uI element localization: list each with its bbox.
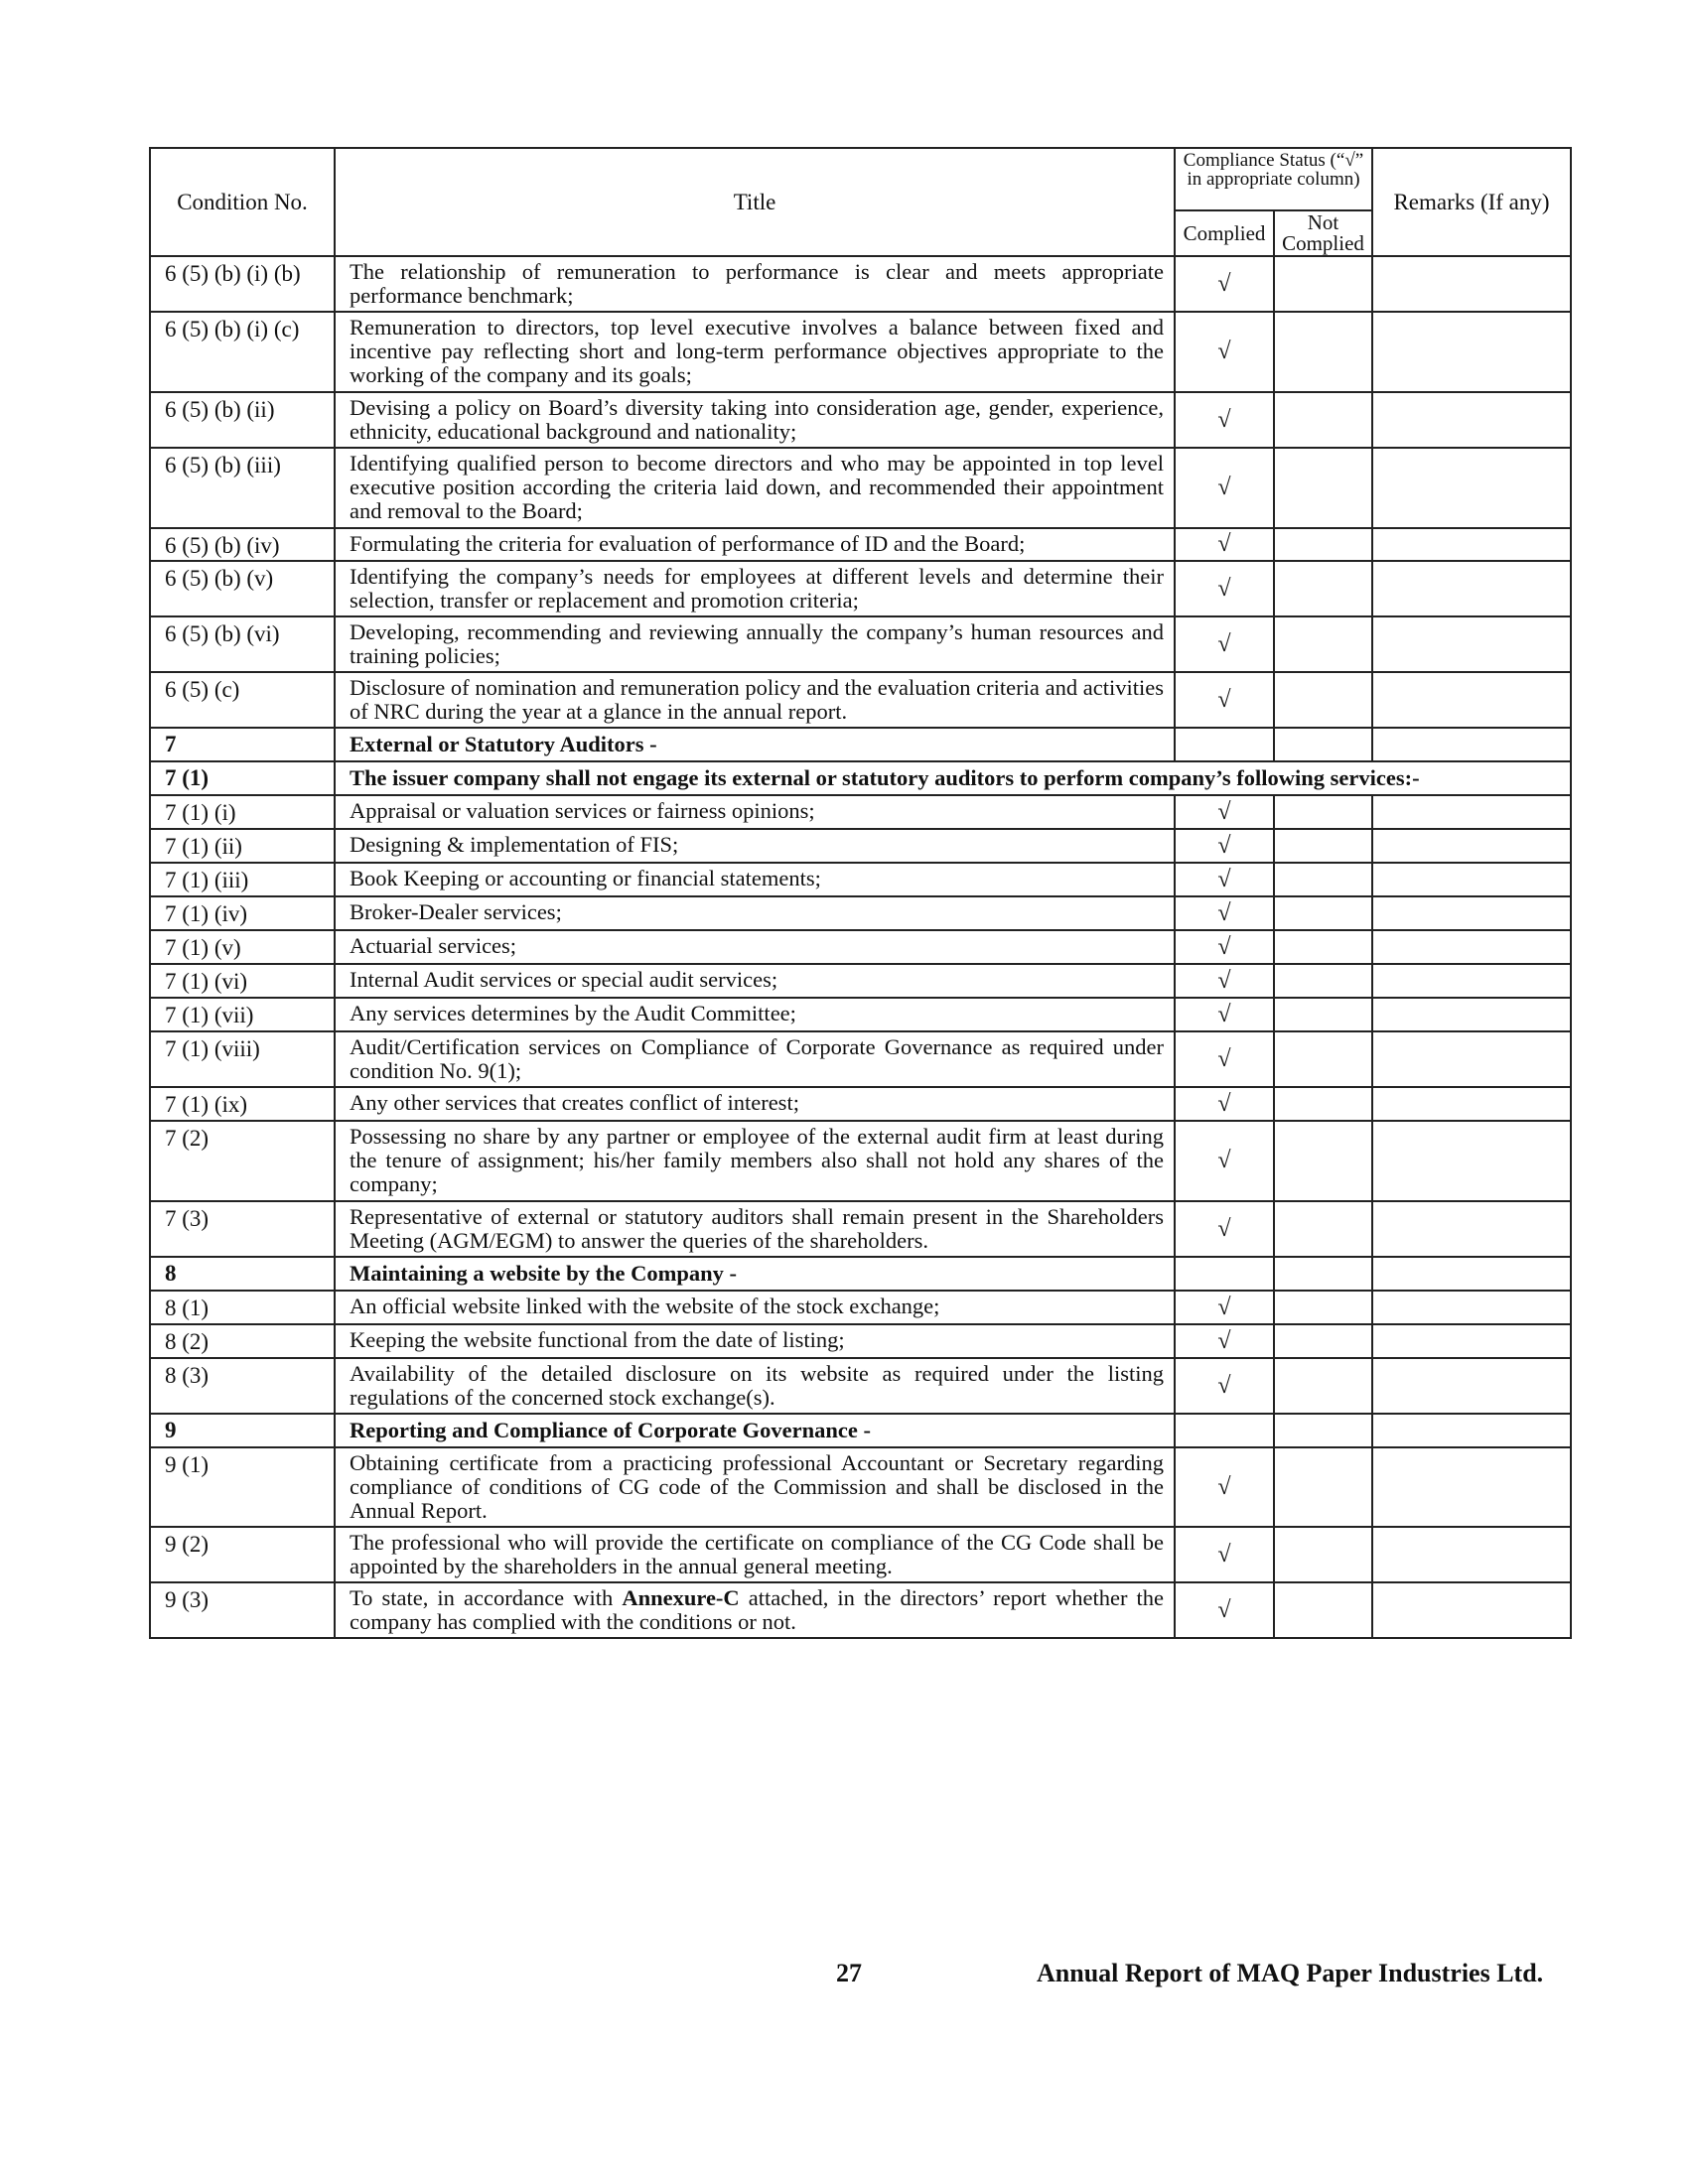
check-mark-icon: √ bbox=[1217, 406, 1231, 433]
check-mark-icon: √ bbox=[1217, 899, 1231, 926]
check-mark-icon: √ bbox=[1217, 1473, 1231, 1500]
table-row bbox=[150, 1582, 1571, 1638]
not-complied-cell bbox=[1274, 863, 1372, 896]
condition-no-cell: 6 (5) (c) bbox=[150, 672, 335, 728]
complied-cell bbox=[1175, 1358, 1274, 1414]
condition-no-cell: 7 (1) (vi) bbox=[150, 964, 335, 998]
condition-no-cell: 7 (1) (iv) bbox=[150, 896, 335, 930]
title-cell: Availability of the detailed disclosure on its website as required under the listing regulations of the concerned stock exchange(s). bbox=[335, 1358, 1175, 1414]
check-mark-icon: √ bbox=[1217, 933, 1231, 960]
header-compliance-status: Compliance Status (“√” in appropriate column) bbox=[1175, 148, 1372, 210]
title-text: To state, in accordance with bbox=[350, 1585, 623, 1610]
condition-no-cell: 9 bbox=[150, 1414, 335, 1447]
annexure-reference: Annexure-C bbox=[622, 1585, 740, 1610]
not-complied-cell bbox=[1274, 256, 1372, 312]
not-complied-cell bbox=[1274, 1031, 1372, 1087]
check-mark-icon: √ bbox=[1217, 475, 1231, 500]
check-mark-icon: √ bbox=[1217, 630, 1231, 657]
complied-cell bbox=[1175, 672, 1274, 728]
complied-cell bbox=[1175, 448, 1274, 528]
title-cell bbox=[335, 1582, 1175, 1638]
not-complied-cell bbox=[1274, 1414, 1372, 1447]
table-row bbox=[150, 1447, 1571, 1527]
header-complied: Complied bbox=[1175, 210, 1274, 256]
complied-cell bbox=[1175, 1121, 1274, 1201]
complied-cell bbox=[1175, 1257, 1274, 1291]
table-row bbox=[150, 1291, 1571, 1324]
condition-no-cell: 7 (1) (ii) bbox=[150, 829, 335, 863]
table-row bbox=[150, 1358, 1571, 1414]
title-cell: Formulating the criteria for evaluation of performance of ID and the Board; bbox=[335, 528, 1175, 561]
title-cell: External or Statutory Auditors - bbox=[335, 728, 1175, 761]
complied-cell bbox=[1175, 1031, 1274, 1087]
complied-cell bbox=[1175, 964, 1274, 998]
title-cell: Any services determines by the Audit Committee; bbox=[335, 998, 1175, 1031]
page-number: 27 bbox=[836, 1959, 862, 1987]
condition-no-cell: 9 (3) bbox=[150, 1582, 335, 1638]
check-mark-icon: √ bbox=[1217, 1541, 1231, 1568]
complied-cell bbox=[1175, 1447, 1274, 1527]
not-complied-cell bbox=[1274, 1324, 1372, 1358]
title-cell: Any other services that creates conflict of interest; bbox=[335, 1087, 1175, 1121]
remarks-cell bbox=[1372, 1087, 1571, 1121]
title-cell: Maintaining a website by the Company - bbox=[335, 1257, 1175, 1291]
remarks-cell bbox=[1372, 1031, 1571, 1087]
condition-no-cell: 8 (1) bbox=[150, 1291, 335, 1324]
not-complied-cell bbox=[1274, 1447, 1372, 1527]
table-row bbox=[150, 1121, 1571, 1201]
check-mark-icon: √ bbox=[1217, 1372, 1231, 1399]
remarks-cell bbox=[1372, 528, 1571, 561]
table-section-row bbox=[150, 761, 1571, 795]
title-cell: Representative of external or statutory auditors shall remain present in the Shareholders Meeting (AGM/EGM) to answer the queries of the shareholders. bbox=[335, 1201, 1175, 1257]
complied-cell bbox=[1175, 1201, 1274, 1257]
table-row bbox=[150, 896, 1571, 930]
condition-no-cell: 7 (1) (vii) bbox=[150, 998, 335, 1031]
complied-cell bbox=[1175, 1414, 1274, 1447]
complied-cell bbox=[1175, 616, 1274, 672]
complied-cell bbox=[1175, 1087, 1274, 1121]
title-cell: The professional who will provide the certificate on compliance of the CG Code shall be appointed by the shareholders in the annual general meeting. bbox=[335, 1527, 1175, 1582]
condition-no-cell: 6 (5) (b) (iv) bbox=[150, 528, 335, 561]
table-row bbox=[150, 1031, 1571, 1087]
not-complied-cell bbox=[1274, 896, 1372, 930]
check-mark-icon: √ bbox=[1217, 531, 1231, 557]
not-complied-cell bbox=[1274, 1527, 1372, 1582]
condition-no-cell: 8 (3) bbox=[150, 1358, 335, 1414]
remarks-cell bbox=[1372, 392, 1571, 448]
title-cell: Devising a policy on Board’s diversity taking into consideration age, gender, experience, ethnicity, educational background and nationality; bbox=[335, 392, 1175, 448]
complied-cell bbox=[1175, 1582, 1274, 1638]
title-cell: Identifying the company’s needs for employees at different levels and determine their selection, transfer or replacement and promotion criteria; bbox=[335, 561, 1175, 616]
table-section-row bbox=[150, 728, 1571, 761]
header-condition-no: Condition No. bbox=[150, 148, 335, 256]
table-row bbox=[150, 312, 1571, 392]
not-complied-cell bbox=[1274, 448, 1372, 528]
remarks-cell bbox=[1372, 1358, 1571, 1414]
check-mark-icon: √ bbox=[1217, 1215, 1231, 1242]
not-complied-cell bbox=[1274, 728, 1372, 761]
table-row bbox=[150, 256, 1571, 312]
table-row bbox=[150, 964, 1571, 998]
table-body bbox=[150, 256, 1571, 1638]
title-cell: Broker-Dealer services; bbox=[335, 896, 1175, 930]
check-mark-icon: √ bbox=[1217, 1001, 1231, 1027]
check-mark-icon: √ bbox=[1217, 1596, 1231, 1623]
remarks-cell bbox=[1372, 728, 1571, 761]
title-cell: Disclosure of nomination and remuneration policy and the evaluation criteria and activities of NRC during the year at a glance in the annual report. bbox=[335, 672, 1175, 728]
remarks-cell bbox=[1372, 1414, 1571, 1447]
not-complied-cell bbox=[1274, 561, 1372, 616]
table-row bbox=[150, 616, 1571, 672]
not-complied-cell bbox=[1274, 616, 1372, 672]
title-cell: Designing & implementation of FIS; bbox=[335, 829, 1175, 863]
title-cell: Keeping the website functional from the date of listing; bbox=[335, 1324, 1175, 1358]
remarks-cell bbox=[1372, 1582, 1571, 1638]
table-header bbox=[150, 148, 1571, 256]
check-mark-icon: √ bbox=[1217, 1090, 1231, 1117]
table-row bbox=[150, 1201, 1571, 1257]
title-cell: Internal Audit services or special audit services; bbox=[335, 964, 1175, 998]
condition-no-cell: 8 bbox=[150, 1257, 335, 1291]
not-complied-cell bbox=[1274, 964, 1372, 998]
compliance-table-container bbox=[149, 147, 1570, 1639]
condition-no-cell: 7 (1) bbox=[150, 761, 335, 795]
not-complied-cell bbox=[1274, 1121, 1372, 1201]
condition-no-cell: 6 (5) (b) (v) bbox=[150, 561, 335, 616]
remarks-cell bbox=[1372, 795, 1571, 829]
not-complied-cell bbox=[1274, 795, 1372, 829]
title-cell: Book Keeping or accounting or financial statements; bbox=[335, 863, 1175, 896]
remarks-cell bbox=[1372, 1447, 1571, 1527]
title-cell: Appraisal or valuation services or fairness opinions; bbox=[335, 795, 1175, 829]
remarks-cell bbox=[1372, 312, 1571, 392]
table-row bbox=[150, 930, 1571, 964]
complied-cell bbox=[1175, 528, 1274, 561]
check-mark-icon: √ bbox=[1217, 270, 1231, 297]
complied-cell bbox=[1175, 829, 1274, 863]
condition-no-cell: 9 (1) bbox=[150, 1447, 335, 1527]
condition-no-cell: 8 (2) bbox=[150, 1324, 335, 1358]
not-complied-cell bbox=[1274, 312, 1372, 392]
remarks-cell bbox=[1372, 448, 1571, 528]
table-row bbox=[150, 448, 1571, 528]
check-mark-icon: √ bbox=[1217, 686, 1231, 713]
title-cell: An official website linked with the website of the stock exchange; bbox=[335, 1291, 1175, 1324]
complied-cell bbox=[1175, 312, 1274, 392]
check-mark-icon: √ bbox=[1217, 866, 1231, 892]
table-row bbox=[150, 392, 1571, 448]
complied-cell bbox=[1175, 256, 1274, 312]
complied-cell bbox=[1175, 896, 1274, 930]
title-cell: Remuneration to directors, top level executive involves a balance between fixed and incentive pay reflecting short and long-term performance objectives appropriate to the working of the company and its goals; bbox=[335, 312, 1175, 392]
table-row bbox=[150, 829, 1571, 863]
complied-cell bbox=[1175, 1527, 1274, 1582]
not-complied-cell bbox=[1274, 528, 1372, 561]
table-section-row bbox=[150, 1414, 1571, 1447]
not-complied-cell bbox=[1274, 1087, 1372, 1121]
table-row bbox=[150, 528, 1571, 561]
complied-cell bbox=[1175, 392, 1274, 448]
remarks-cell bbox=[1372, 256, 1571, 312]
title-text: attached, in the directors’ report whether the company has complied with the conditions or not. bbox=[350, 1585, 1165, 1634]
title-cell: The issuer company shall not engage its external or statutory auditors to perform company’s following services:- bbox=[335, 761, 1571, 795]
not-complied-cell bbox=[1274, 1291, 1372, 1324]
title-cell: Developing, recommending and reviewing annually the company’s human resources and training policies; bbox=[335, 616, 1175, 672]
title-cell: Reporting and Compliance of Corporate Governance - bbox=[335, 1414, 1175, 1447]
complied-cell bbox=[1175, 728, 1274, 761]
check-mark-icon: √ bbox=[1217, 967, 1231, 994]
not-complied-cell bbox=[1274, 672, 1372, 728]
remarks-cell bbox=[1372, 998, 1571, 1031]
check-mark-icon: √ bbox=[1217, 832, 1231, 859]
remarks-cell bbox=[1372, 964, 1571, 998]
condition-no-cell: 7 (1) (viii) bbox=[150, 1031, 335, 1087]
complied-cell bbox=[1175, 998, 1274, 1031]
title-cell: Obtaining certificate from a practicing professional Accountant or Secretary regarding compliance of conditions of CG code of the Commission and shall be disclosed in the Annual Report. bbox=[335, 1447, 1175, 1527]
remarks-cell bbox=[1372, 1257, 1571, 1291]
complied-cell bbox=[1175, 1291, 1274, 1324]
condition-no-cell: 6 (5) (b) (vi) bbox=[150, 616, 335, 672]
check-mark-icon: √ bbox=[1217, 1294, 1231, 1320]
remarks-cell bbox=[1372, 672, 1571, 728]
condition-no-cell: 7 (1) (ix) bbox=[150, 1087, 335, 1121]
check-mark-icon: √ bbox=[1217, 798, 1231, 825]
remarks-cell bbox=[1372, 616, 1571, 672]
not-complied-cell bbox=[1274, 392, 1372, 448]
condition-no-cell: 7 (3) bbox=[150, 1201, 335, 1257]
condition-no-cell: 7 (1) (i) bbox=[150, 795, 335, 829]
check-mark-icon: √ bbox=[1217, 1327, 1231, 1354]
table-row bbox=[150, 1324, 1571, 1358]
title-cell: Actuarial services; bbox=[335, 930, 1175, 964]
not-complied-cell bbox=[1274, 1201, 1372, 1257]
header-title: Title bbox=[335, 148, 1175, 256]
remarks-cell bbox=[1372, 1121, 1571, 1201]
check-mark-icon: √ bbox=[1217, 1045, 1231, 1072]
header-not-complied: Not Complied bbox=[1274, 210, 1372, 256]
condition-no-cell: 7 (1) (iii) bbox=[150, 863, 335, 896]
table-row bbox=[150, 1087, 1571, 1121]
remarks-cell bbox=[1372, 896, 1571, 930]
compliance-table bbox=[149, 147, 1572, 1639]
remarks-cell bbox=[1372, 930, 1571, 964]
condition-no-cell: 6 (5) (b) (iii) bbox=[150, 448, 335, 528]
table-section-row bbox=[150, 1257, 1571, 1291]
check-mark-icon: √ bbox=[1217, 575, 1231, 602]
check-mark-icon: √ bbox=[1217, 339, 1231, 364]
table-row bbox=[150, 863, 1571, 896]
condition-no-cell: 6 (5) (b) (i) (b) bbox=[150, 256, 335, 312]
remarks-cell bbox=[1372, 1291, 1571, 1324]
complied-cell bbox=[1175, 795, 1274, 829]
not-complied-cell bbox=[1274, 930, 1372, 964]
remarks-cell bbox=[1372, 1527, 1571, 1582]
title-cell: Audit/Certification services on Compliance of Corporate Governance as required under condition No. 9(1); bbox=[335, 1031, 1175, 1087]
title-cell: Possessing no share by any partner or employee of the external audit firm at least during the tenure of assignment; his/her family members also shall not hold any shares of the company; bbox=[335, 1121, 1175, 1201]
remarks-cell bbox=[1372, 829, 1571, 863]
remarks-cell bbox=[1372, 561, 1571, 616]
complied-cell bbox=[1175, 561, 1274, 616]
complied-cell bbox=[1175, 863, 1274, 896]
condition-no-cell: 6 (5) (b) (i) (c) bbox=[150, 312, 335, 392]
table-row bbox=[150, 998, 1571, 1031]
not-complied-cell bbox=[1274, 829, 1372, 863]
table-row bbox=[150, 1527, 1571, 1582]
not-complied-cell bbox=[1274, 998, 1372, 1031]
header-remarks: Remarks (If any) bbox=[1372, 148, 1571, 256]
remarks-cell bbox=[1372, 1324, 1571, 1358]
remarks-cell bbox=[1372, 863, 1571, 896]
not-complied-cell bbox=[1274, 1257, 1372, 1291]
condition-no-cell: 7 (1) (v) bbox=[150, 930, 335, 964]
condition-no-cell: 9 (2) bbox=[150, 1527, 335, 1582]
table-row bbox=[150, 561, 1571, 616]
complied-cell bbox=[1175, 1324, 1274, 1358]
condition-no-cell: 7 (2) bbox=[150, 1121, 335, 1201]
condition-no-cell: 7 bbox=[150, 728, 335, 761]
condition-no-cell: 6 (5) (b) (ii) bbox=[150, 392, 335, 448]
remarks-cell bbox=[1372, 1201, 1571, 1257]
title-cell: The relationship of remuneration to performance is clear and meets appropriate performance benchmark; bbox=[335, 256, 1175, 312]
not-complied-cell bbox=[1274, 1358, 1372, 1414]
table-row bbox=[150, 672, 1571, 728]
not-complied-cell bbox=[1274, 1582, 1372, 1638]
complied-cell bbox=[1175, 930, 1274, 964]
report-name: Annual Report of MAQ Paper Industries Ltd. bbox=[1037, 1959, 1544, 1987]
check-mark-icon: √ bbox=[1217, 1148, 1231, 1173]
title-cell: Identifying qualified person to become directors and who may be appointed in top level executive position according the criteria laid down, and recommended their appointment and removal to the Board; bbox=[335, 448, 1175, 528]
table-row bbox=[150, 795, 1571, 829]
